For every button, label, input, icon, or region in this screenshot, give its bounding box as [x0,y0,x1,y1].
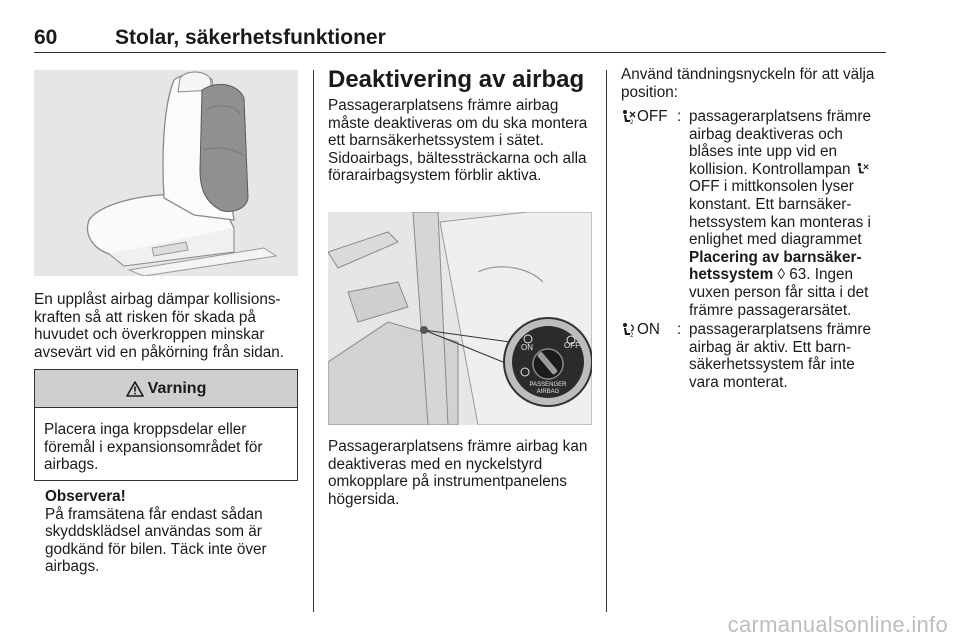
position-definitions [621,108,887,392]
airbag-off-lamp-icon [855,162,870,176]
figure-caption: Passagerarplatsens främre airbag kan deaktiveras med en nyckelstyrd omkopplare på instrumentpanelens högersida. [328,438,588,508]
warning-box [34,369,298,481]
deactivation-paragraph: Passagerarplatsens främre airbag måste deaktiveras om du ska montera ett barnsäkerhetssystem i sätet. Sidoairbags, bältessträckarna och alla förarairbagsystem förblir aktiva. [328,97,588,185]
chapter-title: Stolar, säkerhetsfunktioner [115,26,386,49]
section-heading: Deaktivering av airbag [328,66,585,93]
note-title: Observera! [45,488,126,505]
airbag-off-icon [621,109,636,125]
definition-term: 2 OFF [621,108,668,126]
switch-on-label: ON [521,343,533,352]
note-block [45,488,297,576]
definition-on: 2 ON : passagerarplatsens främre airbag är aktiv. Ett barnsäkerhetssystem får inte vara monterat. [621,321,887,391]
dashboard-switch-illustration [328,212,592,425]
svg-text:2: 2 [630,332,634,338]
airbag-effect-paragraph: En upplåst airbag dämpar kollisionskraften så att risken för skada på huvudet och överkroppen minskar avsevärt vid en påkörning från sidan. [34,291,284,361]
column-divider [313,70,314,612]
column-divider [606,70,607,612]
definition-description: passagerarplatsens främre airbag deaktiveras och blåses inte upp vid en kollision. Kontrollampan OFF i mittkonsolen lyser konstant. Ett barnsäkerhetssystem kan monteras i enlighet med diagrammet Placering av barnsäkerhetssystem ◊ 63. Ingen vuxen person får sitta i det främre passagerarsätet. [689,108,871,319]
definition-description: passagerarplatsens främre airbag är aktiv. Ett barnsäkerhetssystem får inte vara monterat. [689,321,871,391]
airbag-on-icon [621,322,636,338]
warning-header [35,370,297,408]
switch-passenger-label: PASSENGER [529,382,567,388]
header-rule [34,52,886,53]
cross-reference-arrow[interactable]: ◊ [777,266,785,284]
definition-term: 2 ON [621,321,660,339]
definition-off: 2 OFF : passagerarplatsens främre airbag deaktiveras och blåses inte upp vid en kollision. Kontrollampan OFF i mittkonsolen lyser konstant. Ett barnsäkerhetssystem kan monteras i enlighet med diagrammet Placering av barnsäkerhetssystem ◊ 63. Ingen vuxen person får sitta i det främre passagerarsätet. [621,108,887,319]
switch-airbag-label: AIRBAG [536,389,560,395]
page-number: 60 [34,26,58,49]
watermark: carmanualsonline.info [727,612,948,637]
seat-airbag-illustration [34,70,298,276]
warning-triangle-icon [126,381,144,397]
switch-off-label: OFF [564,341,580,350]
svg-text:2: 2 [630,119,634,125]
note-text: På framsätena får endast sådan skyddsklädsel användas som är godkänd för bilen. Täck inte över airbags. [45,505,267,576]
warning-title: Varning [147,379,207,397]
page-header [34,26,886,52]
position-intro: Använd tändningsnyckeln för att välja position: [621,66,875,101]
cross-reference-title: Placering av barnsäkerhetssystem [689,248,862,284]
warning-text: Placera inga kroppsdelar eller föremål i expansionsområdet för airbags. [44,421,263,474]
